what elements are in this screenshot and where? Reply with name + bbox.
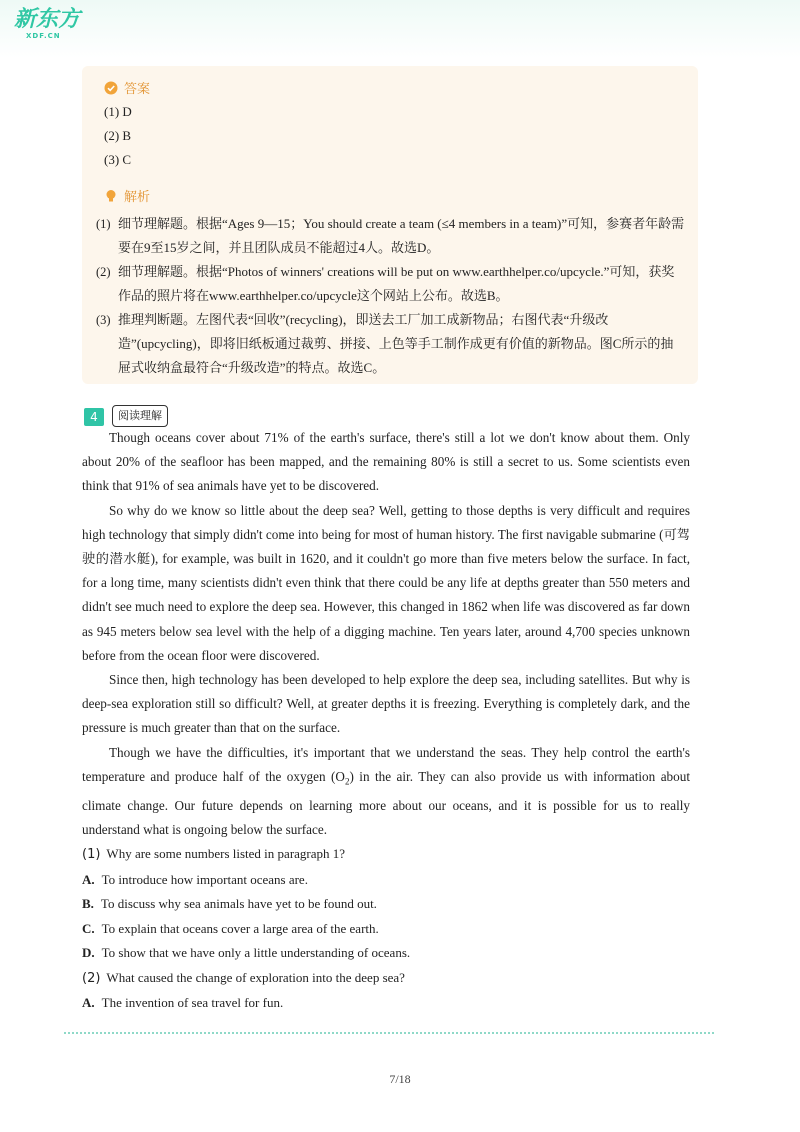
explanation-title: 解析 (124, 190, 151, 205)
answer-item: (3) C (104, 152, 132, 167)
header-band (0, 0, 800, 58)
passage-paragraph: Since then, high technology has been developed to help explore the deep sea, including satellites. But why is deep-sea exploration still so difficult? Well, at greater depths it is freezing. Everything is completely dark, and the pressure is much greater than that on the surface. (82, 672, 690, 736)
explanation-text: 细节理解题。根据“Photos of winners' creations will be put on www.earthhelper.co/upcycle.”可知，获奖作品的照片将在www.earthhelper.co/upcycle这个网站上公布。故选B。 (118, 264, 675, 303)
option-row[interactable] (82, 991, 690, 1016)
explanation-number: (1) (96, 217, 111, 231)
option-letter: A. (82, 871, 95, 887)
check-badge-icon (104, 81, 118, 95)
explanation-item (96, 308, 686, 380)
option-text: To show that we have only a little understanding of oceans. (101, 945, 411, 960)
logo (14, 8, 84, 44)
question-number: (1) (82, 847, 101, 862)
page-number: 7/18 (389, 1072, 411, 1086)
dotted-divider (64, 1032, 714, 1034)
question-type-label: 阅读理解 (112, 405, 168, 427)
option-letter: A. (82, 995, 95, 1010)
explanation-text: 推理判断题。左图代表“回收”(recycling)，即送去工厂加工成新物品；右图代表“升级改造”(upcycling)，即将旧纸板通过裁剪、拼接、上色等手工制作成更有价值的新物品。图C所示的抽屉式收纳盒最符合“升级改造”的特点。故选C。 (118, 312, 674, 375)
answer-explanation-box (82, 66, 698, 384)
passage-paragraph: Though oceans cover about 71% of the earth's surface, there's still a lot we don't know about them. Only about 20% of the seafloor has been mapped, and the remaining 80% is still a secret to us. Some scientists even think that 91% of sea animals have yet to be discovered. (82, 430, 690, 494)
option-letter: D. (82, 945, 95, 960)
explanation-item (96, 260, 686, 308)
option-row[interactable] (82, 868, 690, 893)
lightbulb-icon (104, 189, 118, 203)
explanation-heading (104, 186, 150, 205)
option-letter: B. (82, 896, 94, 911)
answer-item: (1) D (104, 104, 132, 119)
question-number-badge: 4 (84, 408, 104, 426)
paragraph-text: ) in the air. They can also provide us with information about climate change. Our future depends on learning more about our oceans, and it is possible for us to really understand what is ongoing below the surface. (82, 768, 690, 837)
paragraph-text: Though we have the difficulties, it's important that we understand the seas. They help control the earth's temperature and produce half of the oxygen (O (82, 744, 690, 784)
question-text: Why are some numbers listed in paragraph 1? (106, 846, 346, 861)
option-text: To discuss why sea animals have yet to be found out. (100, 896, 377, 911)
explanation-text: 细节理解题。根据“Ages 9—15；You should create a team (≤4 members in a team)”可知，参赛者年龄需要在9至15岁之间，并且团队成员不能超过4人。故选D。 (118, 216, 685, 255)
option-row[interactable] (82, 892, 690, 917)
option-row[interactable] (82, 941, 690, 966)
option-text: To introduce how important oceans are. (101, 871, 308, 887)
option-text: To explain that oceans cover a large area of the earth. (101, 920, 379, 936)
logo-subtext: XDF.CN (26, 32, 61, 40)
answer-heading (104, 78, 150, 97)
subscript: 2 (344, 776, 350, 787)
logo-text: 新东方 (14, 7, 81, 32)
answer-title: 答案 (124, 82, 151, 97)
explanation-item (96, 212, 686, 260)
question-stem (82, 966, 690, 992)
questions (82, 842, 690, 1016)
explanation-number: (2) (96, 265, 111, 279)
explanation-number: (3) (96, 313, 111, 327)
option-text: The invention of sea travel for fun. (101, 995, 284, 1010)
answer-item: (2) B (104, 128, 132, 143)
question-stem (82, 842, 690, 868)
option-letter: C. (82, 920, 95, 936)
question-text: What caused the change of exploration into the deep sea? (106, 969, 405, 985)
passage-paragraph: So why do we know so little about the deep sea? Well, getting to those depths is very difficult and requires high technology that simply didn't come into being for most of human history. The first navigable submarine (可驾驶的潜水艇), for example, was built in 1620, and it couldn't go more than five meters below the surface. In fact, for a long time, many scientists didn't even think that there could be any life at depths greater than 550 meters and didn't see much need to explore the deep sea. However, this changed in 1862 when life was discovered as far down as 945 meters below sea level with the help of a digging machine. Ten years later, around 4,700 species unknown before from the ocean floor were discovered. (82, 502, 690, 663)
question-number: (2) (82, 970, 101, 986)
passage-paragraph (82, 741, 690, 842)
option-row[interactable] (82, 917, 690, 942)
reading-passage (82, 426, 690, 842)
